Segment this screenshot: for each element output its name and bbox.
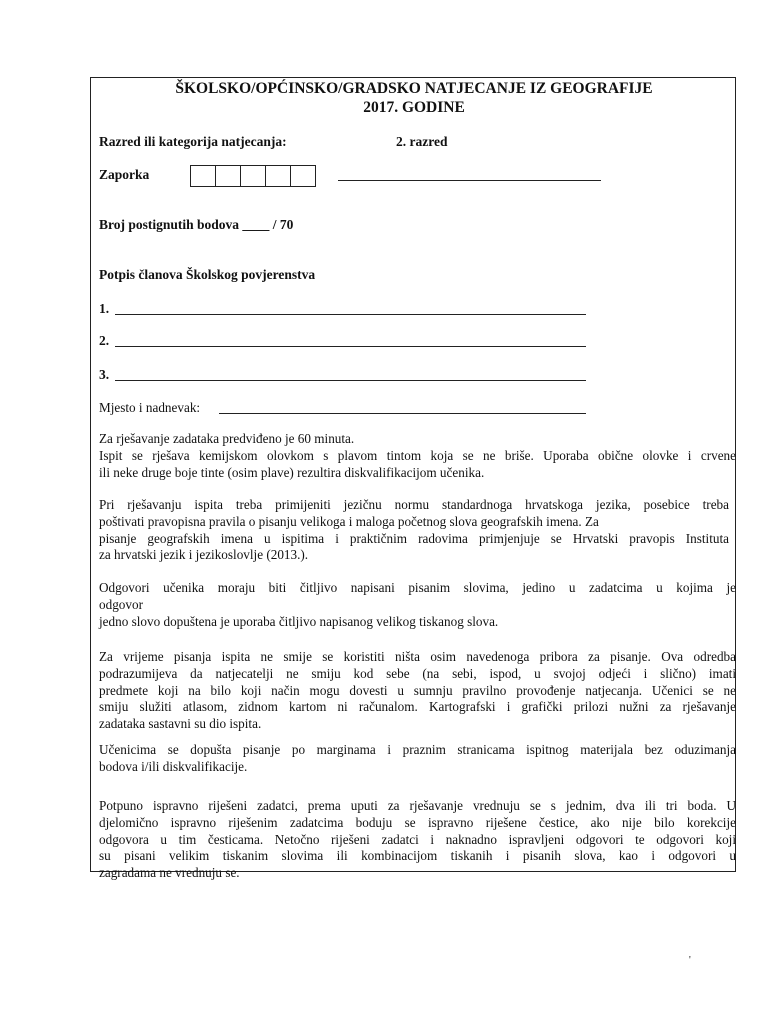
text-line: pisanje geografskih imena u ispitima i praktičnim radovima primjenjuje se Hrvatski pravopis Instituta [99,530,729,546]
text-line: Za rješavanje zadataka predviđeno je 60 minuta. [99,431,355,446]
text-line: odgovora u tim česticama. Netočno riješeni zadatci i naknadno ispravljeni odgovori te odgovori koji [99,831,736,847]
signature-3-label: 3. [99,367,110,382]
text-line: su pisani velikim tiskanim slovima ili kombinacijom tiskanih i pisanih slova, kao i odgovori u [99,848,736,864]
text-line: Potpuno ispravno riješeni zadatci, prema uputi za rješavanje vrednuju se s jednim, dva ili tri boda. U [99,798,736,813]
code-box[interactable] [190,165,216,187]
page-mark: ' [689,955,691,966]
instructions-aids [99,649,736,733]
text-line: za hrvatski jezik i jezikoslovlje (2013.). [99,547,309,563]
code-label: Zaporka [99,167,150,182]
text-line: zagradama ne vrednuju se. [99,865,240,881]
text-line: jedno slovo dopuštena je uporaba čitljivo napisanog velikog tiskanog slova. [99,613,499,629]
signature-2-line[interactable] [115,346,586,347]
signature-2-label: 2. [99,333,110,348]
code-line[interactable] [338,180,601,181]
signature-3-line[interactable] [115,380,586,381]
exam-cover-frame [90,77,736,881]
text-line: zadataka sastavni su dio ispita. [99,716,262,732]
text-line: podrazumijeva da natjecatelji ne smiju kod sebe (na sebi, ispod, u svojoj odjeći i slično) imati [99,665,736,681]
text-line: odgovor [99,596,143,612]
text-line: Učenicima se dopušta pisanje po marginama i praznim stranicama ispitnog materijala bez oduzimanja [99,742,736,757]
place-date-line[interactable] [219,413,586,414]
instructions-language [99,497,729,564]
text-line: predmete koji na bilo koji način mogu dovesti u sumnju pravilno provođenje natjecanja. Učenici se ne [99,682,736,698]
code-box[interactable] [265,165,291,187]
text-line: bodova i/ili diskvalifikacije. [99,758,248,774]
signatures-label: Potpis članova Školskog povjerenstva [99,267,316,282]
category-label: Razred ili kategorija natjecanja: [99,134,287,149]
code-box[interactable] [240,165,266,187]
signature-1-line[interactable] [115,314,586,315]
points-label: Broj postignutih bodova ____ / 70 [99,217,294,232]
text-line: ili neke druge boje tinte (osim plave) rezultira diskvalifikacijom učenika. [99,464,485,480]
instructions-time [99,431,736,481]
text-line: smiju služiti atlasom, zidnom kartom ni računalom. Kartografski i grafički prilozi nužni za rješavanje [99,699,736,715]
instructions-margins [99,742,736,776]
code-box[interactable] [215,165,241,187]
text-line: djelomično ispravno riješenim zadatcima boduju se ispravno riješene čestice, ako nije bilo korekcije [99,814,736,830]
code-boxes[interactable] [191,165,316,187]
exam-title: ŠKOLSKO/OPĆINSKO/GRADSKO NATJECANJE IZ GEOGRAFIJE [175,80,653,97]
code-box[interactable] [290,165,316,187]
text-line: Za vrijeme pisanja ispita ne smije se koristiti ništa osim navedenoga pribora za pisanje. Ova odredba [99,649,736,664]
category-value: 2. razred [396,134,448,149]
instructions-scoring [99,798,736,882]
signature-1-label: 1. [99,301,110,316]
text-line: Ispit se rješava kemijskom olovkom s plavom tintom koja se ne briše. Uporaba obične olovke i crvene [99,447,736,463]
instructions-handwriting [99,580,736,630]
place-date-label: Mjesto i nadnevak: [99,400,201,415]
text-line: Odgovori učenika moraju biti čitljivo napisani pisanim slovima, jedino u zadatcima u kojima je [99,580,736,595]
exam-year: 2017. GODINE [363,99,465,116]
text-line: poštivati pravopisna pravila o pisanju velikoga i maloga početnog slova geografskih imena. Za [99,513,599,529]
text-line: Pri rješavanju ispita treba primijeniti jezičnu normu standardnoga hrvatskoga jezika, posebice treba [99,497,729,512]
